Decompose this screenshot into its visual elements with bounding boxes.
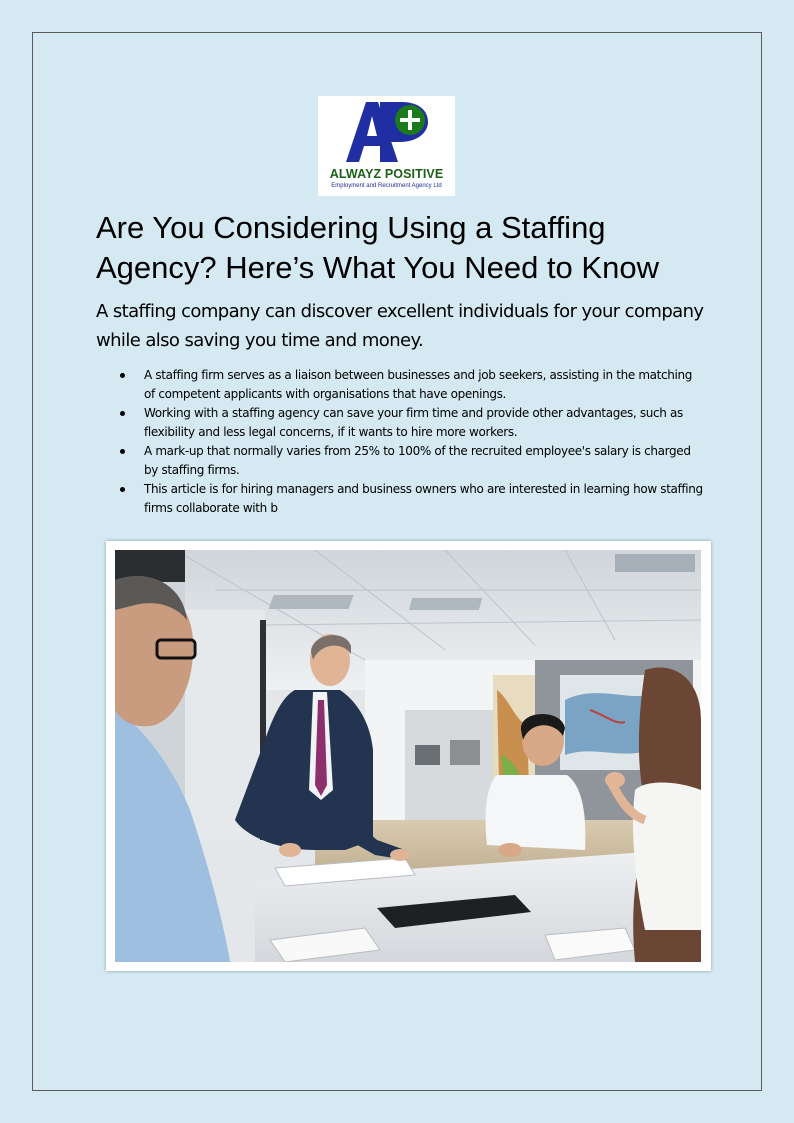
logo-name: ALWAYZ POSITIVE	[329, 167, 444, 181]
company-logo	[318, 96, 455, 196]
list-item	[96, 404, 706, 442]
bullet-list	[96, 366, 706, 518]
bullet-text: This article is for hiring managers and business owners who are interested in learning how staffing firms collaborate with b	[144, 482, 703, 515]
bullet-dot-icon	[120, 487, 125, 492]
bullet-text: Working with a staffing agency can save your firm time and provide other advantages, such as flexibility and less legal concerns, if it wants to hire more workers.	[144, 406, 683, 439]
bullet-dot-icon	[120, 449, 125, 454]
logo-tagline: Employment and Recruitment Agency Ltd	[331, 183, 442, 189]
article-title: Are You Considering Using a Staffing Agency? Here’s What You Need to Know	[96, 210, 659, 285]
bullet-text: A mark-up that normally varies from 25% to 100% of the recruited employee's salary is charged by staffing firms.	[144, 444, 691, 477]
article-subtitle: A staffing company can discover excellent individuals for your company while also saving you time and money.	[96, 301, 704, 351]
photo-frame	[106, 541, 711, 971]
list-item	[96, 442, 706, 480]
bullet-text: A staffing firm serves as a liaison between businesses and job seekers, assisting in the matching of competent applicants with organisations that have openings.	[144, 368, 693, 401]
list-item	[96, 480, 706, 518]
office-meeting-photo	[115, 550, 701, 962]
list-item	[96, 366, 706, 404]
bullet-dot-icon	[120, 411, 125, 416]
office-meeting-icon	[115, 550, 701, 962]
logo-mark-icon	[318, 96, 455, 196]
bullet-dot-icon	[120, 373, 125, 378]
